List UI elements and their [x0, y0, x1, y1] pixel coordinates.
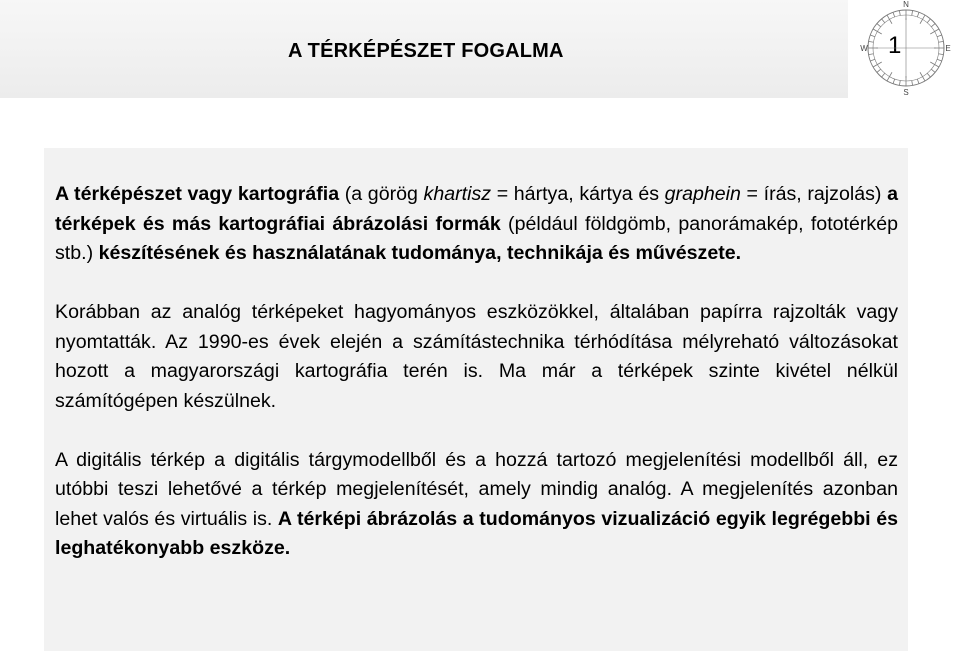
compass-tick [870, 35, 875, 37]
compass-tick [877, 24, 881, 27]
compass-tick [939, 41, 944, 42]
compass-tick [927, 19, 930, 23]
text-segment: = írás, rajzolás) [740, 183, 888, 205]
compass-tick [869, 54, 874, 55]
text-segment: A térképi ábrázolás a tudományos vizualizáció egyik legrégebbi és leghatékonyabb eszköze. [55, 507, 899, 559]
compass-tick [873, 62, 882, 67]
compass-tick [937, 35, 942, 37]
body-text [55, 180, 898, 564]
compass-tick [917, 79, 919, 84]
compass-tick [920, 15, 925, 24]
paragraph-digital-map [55, 446, 898, 564]
compass-tick [912, 11, 913, 16]
text-segment: Korábban az analóg térképeket hagyományos eszközökkel, általában papírra rajzolták vagy nyomtatták. Az 1990-es évek elején a számítástechnika térhódítása mélyreható változásokat hozott a magyarországi kartográfia terén is. Ma már a térképek szinte kivétel nélkül számítógépen készülnek. [55, 301, 898, 412]
compass-w-label: W [860, 44, 868, 53]
compass-tick [893, 12, 895, 17]
compass-tick [927, 73, 930, 77]
compass-tick [899, 11, 900, 16]
compass-tick [869, 41, 874, 42]
compass-n-label: N [903, 0, 909, 9]
compass-tick [920, 72, 925, 81]
text-segment: (például földgömb, panorámakép, fototérkép stb.) [55, 212, 898, 264]
slide-number: 1 [888, 32, 902, 59]
compass-tick [931, 69, 935, 72]
compass-tick [882, 19, 885, 23]
compass-e-label: E [945, 44, 951, 53]
compass-tick [930, 29, 939, 34]
text-segment: A térképészet vagy kartográfia [55, 183, 340, 205]
text-segment: = hártya, kártya és [491, 183, 665, 205]
paragraph-history [55, 298, 898, 416]
compass-tick [893, 79, 895, 84]
compass-s-label: S [903, 88, 909, 97]
compass-rose-icon [852, 0, 960, 98]
text-segment: A digitális térkép a digitális tárgymodellből és a hozzá tartozó megjelenítési modellből áll, ez utóbbi teszi lehetővé a térkép megjelenítését, amely mindig analóg. A megjelenítés azonban lehet valós és virtuális is. [55, 448, 898, 530]
text-segment: khartisz [423, 183, 492, 205]
compass-tick [917, 12, 919, 17]
compass-tick [931, 24, 935, 27]
compass-tick [882, 73, 885, 77]
compass-tick [887, 15, 892, 24]
compass-tick [930, 62, 939, 67]
compass-tick [873, 29, 882, 34]
text-segment: a térképek és más kartográfiai ábrázolási formák [55, 183, 898, 235]
compass-tick [899, 81, 900, 86]
text-segment: készítésének és használatának tudománya, technikája és művészete. [98, 242, 742, 264]
paragraph-definition [55, 180, 898, 269]
text-segment: graphein [664, 183, 741, 205]
compass-tick [887, 72, 892, 81]
compass-tick [912, 81, 913, 86]
text-segment: (a görög [339, 183, 424, 205]
compass-tick [937, 59, 942, 61]
compass-tick [877, 69, 881, 72]
compass-tick [870, 59, 875, 61]
compass-tick [939, 54, 944, 55]
page-title: A TÉRKÉPÉSZET FOGALMA [288, 40, 564, 62]
slide-header [0, 0, 960, 98]
